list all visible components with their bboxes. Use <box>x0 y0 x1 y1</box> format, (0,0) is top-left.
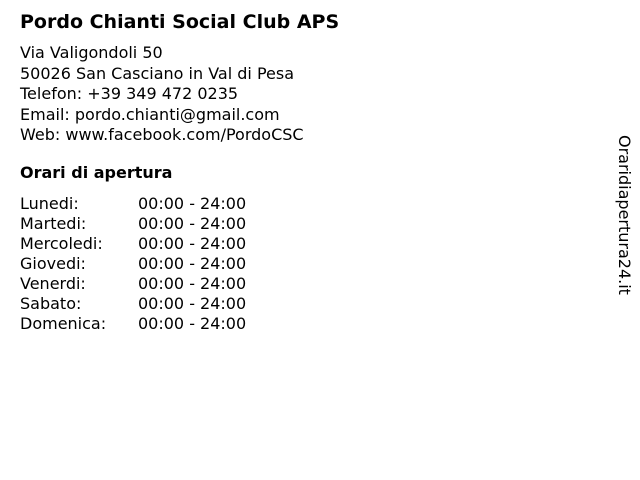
time-range: 00:00 - 24:00 <box>138 314 247 333</box>
day-label: Venerdi: <box>20 274 86 293</box>
day-label: Mercoledi: <box>20 234 103 253</box>
hours-row-sunday <box>20 314 280 334</box>
opening-hours-heading: Orari di apertura <box>20 163 173 182</box>
opening-hours-table <box>20 194 280 334</box>
watermark-text: Oraridiapertura24.it <box>615 135 634 295</box>
address-city: 50026 San Casciano in Val di Pesa <box>20 63 295 83</box>
venue-name: Pordo Chianti Social Club APS <box>20 11 340 33</box>
time-range: 00:00 - 24:00 <box>138 214 247 233</box>
site-watermark <box>614 135 634 310</box>
time-range: 00:00 - 24:00 <box>138 234 247 253</box>
hours-row-thursday <box>20 254 280 274</box>
phone-text: Telefon: +39 349 472 0235 <box>20 84 239 103</box>
time-range: 00:00 - 24:00 <box>138 254 247 273</box>
website-text: Web: www.facebook.com/PordoCSC <box>20 125 304 144</box>
hours-row-tuesday <box>20 214 280 234</box>
hours-row-friday <box>20 274 280 294</box>
address-street: Via Valigondoli 50 <box>20 43 163 62</box>
day-label: Giovedi: <box>20 254 86 273</box>
hours-row-saturday <box>20 294 280 314</box>
email-text: Email: pordo.chianti@gmail.com <box>20 104 280 124</box>
day-label: Lunedi: <box>20 194 79 213</box>
day-label: Sabato: <box>20 294 82 313</box>
day-label: Domenica: <box>20 314 107 333</box>
hours-row-wednesday <box>20 234 280 254</box>
time-range: 00:00 - 24:00 <box>138 294 247 313</box>
hours-row-monday <box>20 194 280 214</box>
time-range: 00:00 - 24:00 <box>138 274 247 293</box>
contact-block <box>20 43 304 146</box>
day-label: Martedi: <box>20 214 87 233</box>
time-range: 00:00 - 24:00 <box>138 194 247 213</box>
